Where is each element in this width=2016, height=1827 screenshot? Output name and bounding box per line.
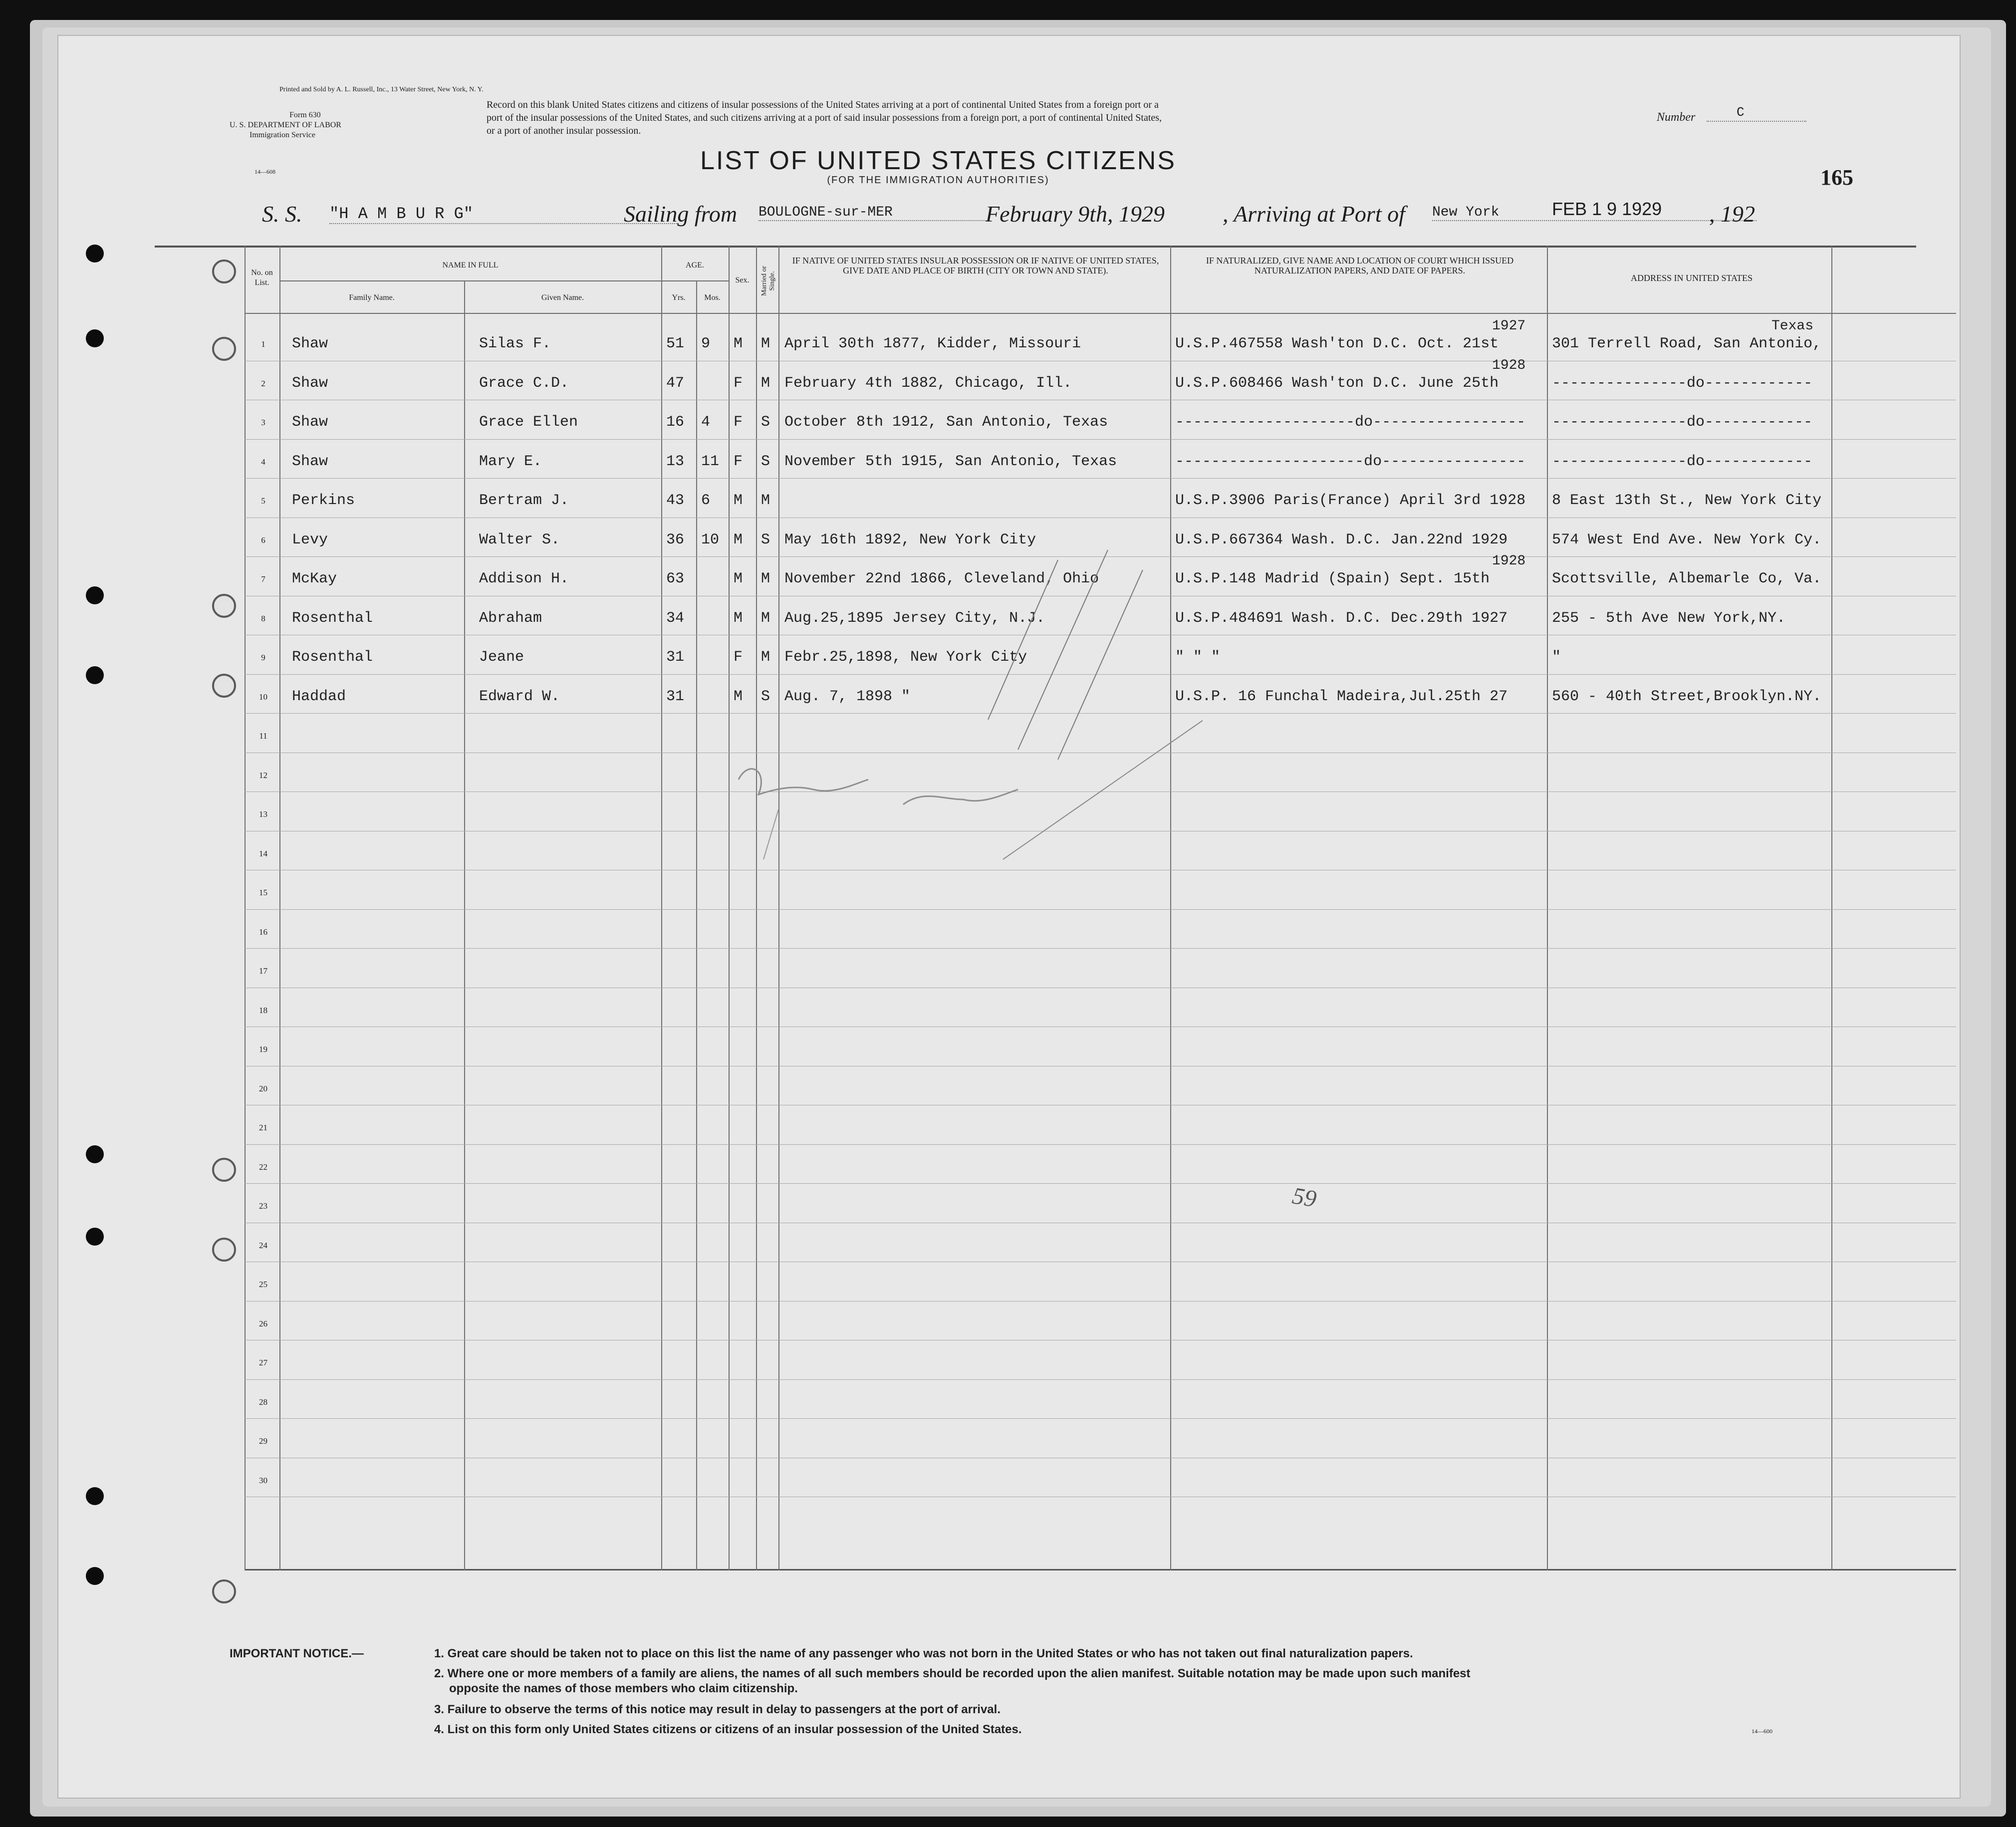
sex-cell: F	[734, 374, 743, 392]
marital-status-cell: M	[761, 570, 770, 587]
address-cell: ---------------do------------	[1552, 453, 1813, 470]
row-number: 15	[259, 888, 267, 897]
family-name-cell: Shaw	[292, 374, 328, 392]
arrival-port: New York	[1432, 205, 1757, 221]
marital-status-cell: S	[761, 688, 770, 705]
marital-status-cell: S	[761, 414, 770, 431]
age-months-cell: 10	[701, 531, 720, 548]
naturalization-cell: ---------------------do----------------	[1175, 453, 1526, 470]
address-cell: 255 - 5th Ave New York,NY.	[1552, 609, 1786, 627]
department-name: U. S. DEPARTMENT OF LABOR	[230, 121, 341, 129]
punch-hole	[86, 1567, 104, 1585]
birth-cell: February 4th 1882, Chicago, Ill.	[784, 374, 1072, 392]
row-number: 2	[261, 378, 265, 388]
age-months-cell: 11	[701, 453, 720, 470]
notice-item-3: 3. Failure to observe the terms of this notice may result in delay to passengers at the port of arrival.	[434, 1703, 1001, 1716]
naturalization-cell: U.S.P.148 Madrid (Spain) Sept. 15th	[1175, 570, 1490, 587]
col-header-name-in-full: NAME IN FULL	[442, 261, 499, 269]
year-suffix: , 192	[1709, 201, 1755, 227]
sex-cell: F	[734, 414, 743, 431]
arrival-date-stamp: FEB 1 9 1929	[1552, 199, 1662, 219]
row-number: 30	[259, 1475, 267, 1485]
row-number: 14	[259, 848, 267, 858]
age-years-cell: 16	[666, 414, 685, 431]
address-cell: 574 West End Ave. New York Cy.	[1552, 531, 1822, 548]
col-header-age: AGE.	[686, 261, 704, 269]
age-months-cell: 6	[701, 492, 711, 509]
birth-cell: April 30th 1877, Kidder, Missouri	[784, 335, 1081, 352]
marital-status-cell: S	[761, 531, 770, 548]
punch-hole	[86, 1487, 104, 1505]
notice-item-4: 4. List on this form only United States citizens or citizens of an insular possession of the United States.	[434, 1723, 1022, 1736]
row-number: 25	[259, 1280, 267, 1289]
col-header-given-name: Given Name.	[541, 293, 584, 302]
given-name-cell: Grace Ellen	[479, 414, 578, 431]
birth-cell: November 22nd 1866, Cleveland, Ohio	[784, 570, 1099, 587]
row-number: 16	[259, 927, 267, 937]
naturalization-cell: U.S.P.3906 Paris(France) April 3rd 1928	[1175, 492, 1526, 509]
sailing-from-port: BOULOGNE-sur-MER	[758, 205, 988, 221]
row-number: 11	[259, 731, 267, 741]
marital-status-cell: M	[761, 335, 770, 352]
punch-hole	[86, 1228, 104, 1246]
family-name-cell: Rosenthal	[292, 609, 373, 627]
given-name-cell: Grace C.D.	[479, 374, 569, 392]
naturalization-year-note: 1927	[1492, 318, 1526, 334]
given-name-cell: Walter S.	[479, 531, 560, 548]
age-years-cell: 47	[666, 374, 685, 392]
row-number: 24	[259, 1240, 267, 1250]
row-rule	[245, 1301, 1956, 1302]
family-name-cell: Levy	[292, 531, 328, 548]
birth-cell: October 8th 1912, San Antonio, Texas	[784, 414, 1108, 431]
age-years-cell: 36	[666, 531, 685, 548]
address-cell: Scottsville, Albemarle Co, Va.	[1552, 570, 1822, 587]
family-name-cell: Shaw	[292, 453, 328, 470]
sailing-label: Sailing from	[624, 201, 738, 227]
row-number: 29	[259, 1436, 267, 1446]
arriving-label: , Arriving at Port of	[1223, 201, 1405, 227]
col-header-family-name: Family Name.	[349, 293, 395, 302]
sex-cell: M	[734, 609, 743, 627]
page-number: 165	[1820, 165, 1853, 190]
notice-item-2-cont: opposite the names of those members who claim citizenship.	[449, 1682, 798, 1695]
given-name-cell: Mary E.	[479, 453, 542, 470]
row-rule	[245, 948, 1956, 949]
age-years-cell: 31	[666, 649, 685, 666]
sex-cell: M	[734, 335, 743, 352]
family-name-cell: Shaw	[292, 414, 328, 431]
sex-cell: F	[734, 649, 743, 666]
row-number: 17	[259, 966, 267, 976]
given-name-cell: Edward W.	[479, 688, 560, 705]
row-number: 20	[259, 1083, 267, 1093]
marital-status-cell: M	[761, 649, 770, 666]
row-number: 19	[259, 1044, 267, 1054]
col-header-address: ADDRESS IN UNITED STATES	[1630, 273, 1753, 283]
sex-cell: M	[734, 531, 743, 548]
number-value: C	[1737, 105, 1745, 120]
marital-status-cell: M	[761, 374, 770, 392]
number-field	[1707, 105, 1806, 122]
punch-hole	[86, 329, 104, 347]
age-months-cell: 9	[701, 335, 711, 352]
row-number: 26	[259, 1318, 267, 1328]
column-rule	[1831, 246, 1832, 1570]
naturalization-year-note: 1928	[1492, 357, 1526, 373]
footer-code: 14—600	[1752, 1728, 1772, 1735]
handwritten-page-count: 59	[1290, 1182, 1319, 1213]
age-years-cell: 13	[666, 453, 685, 470]
age-years-cell: 43	[666, 492, 685, 509]
notice-item-1: 1. Great care should be taken not to place on this list the name of any passenger who was not born in the United States or who has not taken out final naturalization papers.	[434, 1647, 1413, 1660]
family-name-cell: Perkins	[292, 492, 355, 509]
address-state-note: Texas	[1771, 318, 1814, 334]
naturalization-cell: U.S.P.484691 Wash. D.C. Dec.29th 1927	[1175, 609, 1508, 627]
row-number: 18	[259, 1005, 267, 1015]
column-rule	[245, 246, 246, 1570]
birth-cell: Aug.25,1895 Jersey City, N.J.	[784, 609, 1045, 627]
row-rule	[245, 1144, 1956, 1145]
notice-heading: IMPORTANT NOTICE.—	[230, 1647, 364, 1660]
family-name-cell: Shaw	[292, 335, 328, 352]
birth-cell: Febr.25,1898, New York City	[784, 649, 1027, 666]
col-header-naturalized: IF NATURALIZED, GIVE NAME AND LOCATION OF COURT WHICH ISSUED NATURALIZATION PAPERS, AND DATE OF PAPERS.	[1206, 256, 1514, 275]
age-months-cell: 4	[701, 414, 711, 431]
citizens-list-form	[155, 46, 1916, 1803]
given-name-cell: Bertram J.	[479, 492, 569, 509]
row-number: 7	[261, 574, 265, 584]
row-number: 10	[259, 692, 267, 702]
sex-cell: F	[734, 453, 743, 470]
given-name-cell: Jeane	[479, 649, 524, 666]
family-name-cell: McKay	[292, 570, 337, 587]
sex-cell: M	[734, 570, 743, 587]
row-number: 27	[259, 1358, 267, 1367]
row-number: 9	[261, 653, 265, 662]
address-cell: ---------------do------------	[1552, 374, 1813, 392]
instruction-line: port of the insular possessions of the United States, and such citizens arriving at a port of said insular possessions from a foreign port, a port of continental United States,	[487, 112, 1162, 123]
col-header-mos: Mos.	[704, 293, 721, 302]
punch-hole	[86, 1145, 104, 1163]
row-number: 3	[261, 418, 265, 427]
punch-hole	[86, 586, 104, 604]
punch-hole	[86, 666, 104, 684]
ss-label: S. S.	[262, 201, 302, 227]
instruction-line: Record on this blank United States citizens and citizens of insular possessions of the United States arriving at a port of continental United States from a foreign port or a	[487, 99, 1159, 110]
row-number: 12	[259, 770, 267, 780]
row-number: 23	[259, 1201, 267, 1211]
address-cell: 560 - 40th Street,Brooklyn.NY.	[1552, 688, 1822, 705]
row-number: 5	[261, 496, 265, 506]
birth-cell: Aug. 7, 1898 "	[784, 688, 911, 705]
marital-status-cell: S	[761, 453, 770, 470]
address-cell: 301 Terrell Road, San Antonio,	[1552, 335, 1822, 352]
naturalization-cell: U.S.P.608466 Wash'ton D.C. June 25th	[1175, 374, 1499, 392]
row-rule	[245, 1418, 1956, 1419]
sex-cell: M	[734, 492, 743, 509]
pencil-scribbles	[554, 261, 1203, 919]
age-years-cell: 34	[666, 609, 685, 627]
table-bottom-rule	[245, 1569, 1956, 1570]
form-instructions	[487, 98, 1162, 137]
row-rule	[245, 1379, 1956, 1380]
address-cell: ---------------do------------	[1552, 414, 1813, 431]
naturalization-cell: --------------------do-----------------	[1175, 414, 1526, 431]
row-number: 13	[259, 809, 267, 819]
naturalization-year-note: 1928	[1492, 553, 1526, 569]
row-number: 1	[261, 339, 265, 349]
column-rule	[279, 246, 280, 1570]
form-number: Form 630	[289, 111, 321, 119]
row-number: 22	[259, 1162, 267, 1172]
birth-cell: November 5th 1915, San Antonio, Texas	[784, 453, 1117, 470]
col-header-birth: IF NATIVE OF UNITED STATES INSULAR POSSESSION OR IF NATIVE OF UNITED STATES, GIVE DATE AND PLACE OF BIRTH (CITY OR TOWN AND STATE).	[792, 256, 1159, 275]
given-name-cell: Silas F.	[479, 335, 551, 352]
address-cell: 8 East 13th St., New York City	[1552, 492, 1822, 509]
naturalization-cell: U.S.P.467558 Wash'ton D.C. Oct. 21st	[1175, 335, 1499, 352]
family-name-cell: Rosenthal	[292, 649, 373, 666]
address-cell: "	[1552, 649, 1561, 666]
birth-cell: May 16th 1892, New York City	[784, 531, 1036, 548]
notice-item-2: 2. Where one or more members of a family are aliens, the names of all such members should be recorded upon the alien manifest. Suitable notation may be made upon such manifest	[434, 1667, 1471, 1680]
table-top-rule	[155, 246, 1916, 248]
number-label: Number	[1657, 111, 1696, 124]
row-number: 6	[261, 535, 265, 545]
family-name-cell: Haddad	[292, 688, 346, 705]
service-name: Immigration Service	[250, 131, 315, 139]
given-name-cell: Addison H.	[479, 570, 569, 587]
row-number: 28	[259, 1397, 267, 1407]
page-title: LIST OF UNITED STATES CITIZENS	[700, 146, 1176, 175]
form-code: 14—608	[254, 168, 275, 175]
col-header-yrs: Yrs.	[672, 293, 686, 302]
given-name-cell: Abraham	[479, 609, 542, 627]
naturalization-cell: U.S.P. 16 Funchal Madeira,Jul.25th 27	[1175, 688, 1508, 705]
marital-status-cell: M	[761, 492, 770, 509]
marital-status-cell: M	[761, 609, 770, 627]
col-header-married-single: Married or Single.	[760, 265, 776, 296]
sailing-date: February 9th, 1929	[986, 201, 1165, 227]
age-years-cell: 63	[666, 570, 685, 587]
col-header-no: No. on List.	[251, 268, 273, 287]
col-header-sex: Sex.	[735, 276, 750, 284]
page-subtitle: (FOR THE IMMIGRATION AUTHORITIES)	[827, 175, 1049, 186]
column-rule	[1547, 246, 1548, 1570]
printer-line: Printed and Sold by A. L. Russell, Inc., 13 Water Street, New York, N. Y.	[279, 86, 484, 93]
instruction-line: or a port of another insular possession.	[487, 125, 641, 136]
age-years-cell: 51	[666, 335, 685, 352]
row-number: 8	[261, 613, 265, 623]
naturalization-cell: U.S.P.667364 Wash. D.C. Jan.22nd 1929	[1175, 531, 1508, 548]
punch-hole	[86, 245, 104, 262]
age-years-cell: 31	[666, 688, 685, 705]
row-rule	[245, 1183, 1956, 1184]
row-number: 4	[261, 457, 265, 467]
ship-name: "H A M B U R G"	[329, 205, 679, 224]
naturalization-cell: " " "	[1175, 649, 1221, 666]
column-rule	[464, 280, 465, 1570]
sex-cell: M	[734, 688, 743, 705]
row-number: 21	[259, 1123, 267, 1132]
